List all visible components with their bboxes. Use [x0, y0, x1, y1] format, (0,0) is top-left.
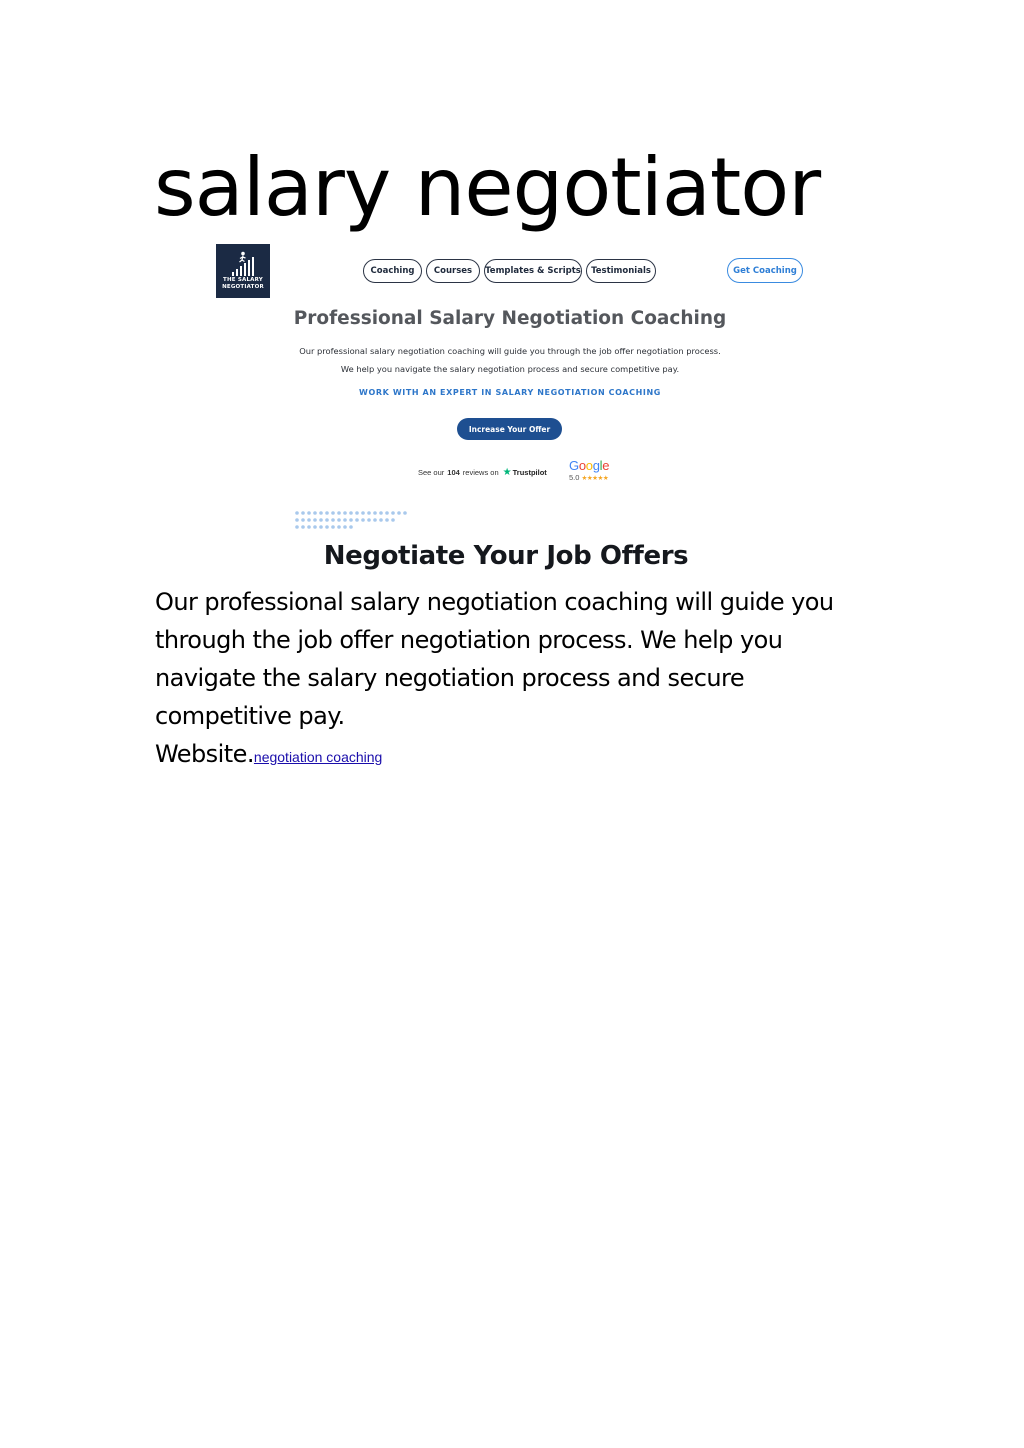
- trustpilot-name: Trustpilot: [512, 468, 547, 477]
- nav-coaching[interactable]: Coaching: [363, 259, 422, 283]
- section-title: Negotiate Your Job Offers: [323, 541, 689, 571]
- nav-courses[interactable]: Courses: [426, 259, 480, 283]
- increase-offer-button[interactable]: Increase Your Offer: [457, 418, 562, 440]
- bar-chart-climber-icon: [229, 251, 257, 277]
- hero-description-line-1: Our professional salary negotiation coaching will guide you through the job offer negotiation process.: [299, 346, 721, 356]
- trustpilot-star-icon: ★: [502, 467, 512, 478]
- google-rating-value: 5.0: [569, 473, 580, 482]
- website-label: Website.: [155, 740, 254, 768]
- hero-title: Professional Salary Negotiation Coaching: [293, 308, 727, 329]
- get-coaching-button[interactable]: Get Coaching: [727, 258, 803, 283]
- logo-text: THE SALARY NEGOTIATOR: [222, 277, 264, 290]
- website-line: [155, 735, 382, 773]
- document-title: salary negotiator: [154, 141, 821, 234]
- reviews-prefix: See our: [418, 468, 445, 477]
- google-stars: ★★★★★: [581, 475, 609, 482]
- negotiation-coaching-link[interactable]: negotiation coaching: [253, 749, 383, 765]
- document-body: Our professional salary negotiation coaching will guide you through the job offer negotiation process. We help you navigate the salary negotiation process and secure competitive pay.: [155, 588, 834, 730]
- nav-templates-scripts[interactable]: Templates & Scripts: [484, 259, 582, 283]
- reviews-suffix: reviews on: [462, 468, 499, 477]
- google-rating-badge[interactable]: [569, 458, 619, 486]
- hero-kicker: WORK WITH AN EXPERT IN SALARY NEGOTIATION COACHING: [359, 388, 661, 397]
- google-logo-icon: Google: [569, 458, 610, 473]
- reviews-count: 104: [447, 468, 460, 477]
- trustpilot-reviews[interactable]: [418, 467, 547, 478]
- hero-description-line-2: We help you navigate the salary negotiation process and secure competitive pay.: [340, 364, 680, 374]
- nav-testimonials[interactable]: Testimonials: [586, 259, 656, 283]
- site-logo[interactable]: [216, 244, 270, 298]
- decorative-dot-grid: [294, 510, 414, 532]
